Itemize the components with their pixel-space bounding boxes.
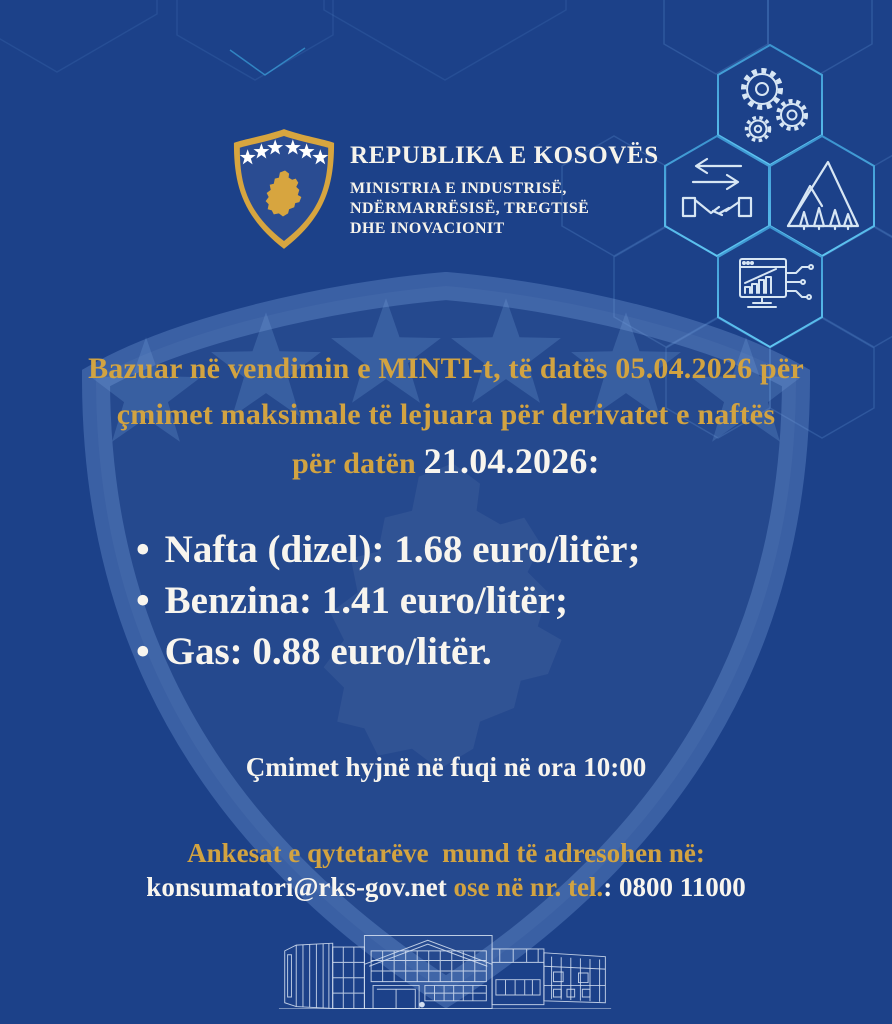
announcement-text [0, 346, 892, 487]
announcement-line-2: çmimet maksimale të lejuara për derivatet e naftës [116, 398, 776, 431]
contact-line [0, 870, 892, 904]
government-building-illustration [271, 924, 621, 1020]
bullet-glyph: • [136, 579, 150, 622]
poster-header [230, 126, 659, 252]
complaints-intro: Ankesat e qytetarëve mund të adresohen në: [187, 838, 705, 868]
gears-icon [744, 71, 807, 141]
fuel-price-list [136, 524, 640, 677]
price-item-diesel: • Nafta (dizel): 1.68 euro/litër; [136, 528, 641, 571]
analytics-monitor-icon [740, 259, 813, 307]
ministry-name-line-2: NDËRMARRËSISË, TREGTISË [350, 200, 590, 217]
accent-hexagon-edge [230, 48, 305, 75]
trade-handshake-icon [683, 159, 751, 216]
bullet-glyph: • [136, 630, 150, 673]
contact-block [0, 836, 892, 904]
effective-date: 21.04.2026: [423, 441, 600, 481]
kosovo-coat-of-arms [230, 126, 338, 252]
contact-email[interactable]: konsumatori@rks-gov.net [146, 872, 447, 902]
republic-title: REPUBLIKA E KOSOVËS [350, 142, 659, 169]
announcement-line-3: për datën 21.04.2026: [292, 441, 600, 481]
bright-hexagon-cluster [665, 45, 874, 347]
effective-time-note: Çmimet hyjnë në fuqi në ora 10:00 [245, 752, 647, 782]
ministry-name-line-3: DHE INOVACIONIT [350, 220, 505, 237]
contact-connector: ose në nr. tel. [453, 872, 604, 902]
price-item-gas: • Gas: 0.88 euro/litër. [136, 630, 492, 673]
contact-phone: 0800 11000 [618, 872, 746, 902]
bullet-glyph: • [136, 528, 150, 571]
faint-hexagon-pattern [0, 0, 566, 80]
price-item-petrol: • Benzina: 1.41 euro/litër; [136, 579, 568, 622]
ministry-name-line-1: MINISTRIA E INDUSTRISË, [350, 180, 567, 197]
contact-colon: : [603, 872, 613, 902]
announcement-line-1: Bazuar në vendimin e MINTI-t, të datës 05.04.2026 për [88, 352, 804, 385]
mountains-forest-icon [788, 162, 858, 229]
